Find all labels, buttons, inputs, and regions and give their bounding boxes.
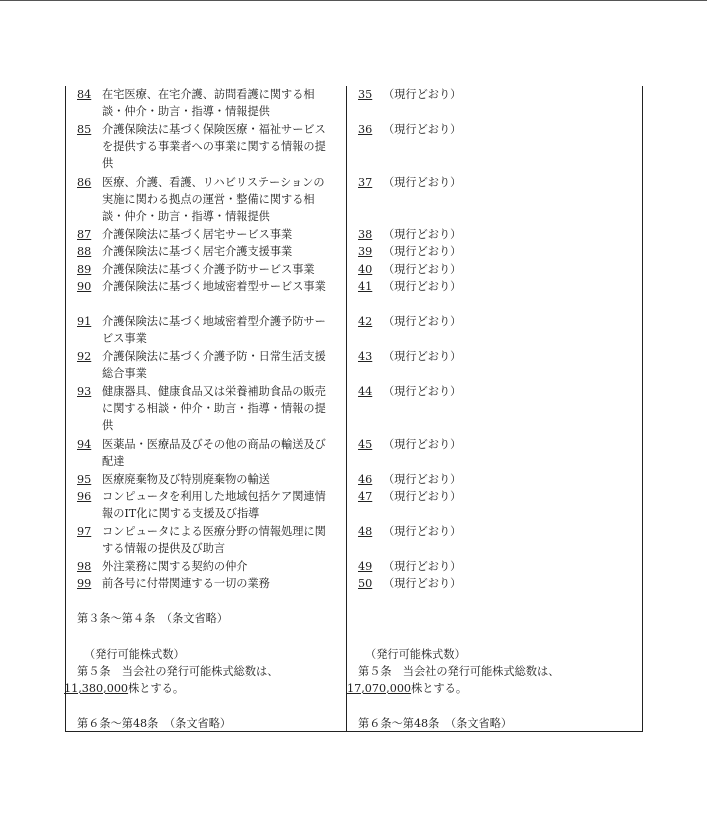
list-item: 44 （現行どおり） xyxy=(358,385,462,398)
list-item: 90 介護保険法に基づく地域密着型サービス事業 xyxy=(77,280,326,293)
articles-6-48: 第６条〜第48条 （条文省略） xyxy=(77,717,232,730)
article-5-text: 第５条 当会社の発行可能株式総数は、 xyxy=(77,665,279,678)
authorized-shares: 17,070,000株とする。 xyxy=(347,682,468,695)
list-item: 93 健康器具、健康食品又は栄養補助食品の販売に関する相談・仲介・助言・指導・情報の提供 xyxy=(77,385,326,432)
article-5-text: 第５条 当会社の発行可能株式総数は、 xyxy=(358,665,560,678)
list-item: 95 医療廃棄物及び特別廃棄物の輸送 xyxy=(77,473,270,486)
list-item: 50 （現行どおり） xyxy=(358,577,462,590)
authorized-shares: 11,380,000株とする。 xyxy=(64,682,185,695)
list-item: 39 （現行どおり） xyxy=(358,245,462,258)
comparison-table xyxy=(65,86,643,732)
list-item: 94 医薬品・医療品及びその他の商品の輸送及び配達 xyxy=(77,438,326,468)
list-item: 88 介護保険法に基づく居宅介護支援事業 xyxy=(77,245,293,258)
list-item: 96 コンピュータを利用した地域包括ケア関連情報のIT化に関する支援及び指導 xyxy=(77,490,326,520)
list-item: 86 医療、介護、看護、リハビリステーションの実施に関わる拠点の運営・整備に関する相談・仲介・助言・指導・情報提供 xyxy=(77,176,325,223)
article-heading: （発行可能株式数） xyxy=(365,648,466,661)
column-divider xyxy=(346,86,347,731)
article-heading: （発行可能株式数） xyxy=(84,648,185,661)
list-item: 43 （現行どおり） xyxy=(358,350,462,363)
top-rule xyxy=(0,0,707,1)
list-item: 87 介護保険法に基づく居宅サービス事業 xyxy=(77,228,293,241)
list-item: 92 介護保険法に基づく介護予防・日常生活支援総合事業 xyxy=(77,350,326,380)
list-item: 89 介護保険法に基づく介護予防サービス事業 xyxy=(77,263,315,276)
list-item: 97 コンピュータによる医療分野の情報処理に関する情報の提供及び助言 xyxy=(77,525,326,555)
list-item: 37 （現行どおり） xyxy=(358,176,462,189)
list-item: 41 （現行どおり） xyxy=(358,280,462,293)
list-item: 38 （現行どおり） xyxy=(358,228,462,241)
list-item: 42 （現行どおり） xyxy=(358,315,462,328)
list-item: 49 （現行どおり） xyxy=(358,560,462,573)
list-item: 36 （現行どおり） xyxy=(358,123,462,136)
list-item: 98 外注業務に関する契約の仲介 xyxy=(77,560,248,573)
list-item: 35 （現行どおり） xyxy=(358,88,462,101)
list-item: 40 （現行どおり） xyxy=(358,263,462,276)
list-item: 91 介護保険法に基づく地域密着型介護予防サービス事業 xyxy=(77,315,326,345)
list-item: 84 在宅医療、在宅介護、訪問看護に関する相談・仲介・助言・指導・情報提供 xyxy=(77,88,315,118)
list-item: 99 前各号に付帯関連する一切の業務 xyxy=(77,577,270,590)
list-item: 48 （現行どおり） xyxy=(358,525,462,538)
list-item: 47 （現行どおり） xyxy=(358,490,462,503)
articles-3-4: 第３条〜第４条 （条文省略） xyxy=(77,612,229,625)
list-item: 46 （現行どおり） xyxy=(358,473,462,486)
list-item: 45 （現行どおり） xyxy=(358,438,462,451)
articles-6-48: 第６条〜第48条 （条文省略） xyxy=(358,717,513,730)
list-item: 85 介護保険法に基づく保険医療・福祉サービスを提供する事業者への事業に関する情報の提供 xyxy=(77,123,326,170)
